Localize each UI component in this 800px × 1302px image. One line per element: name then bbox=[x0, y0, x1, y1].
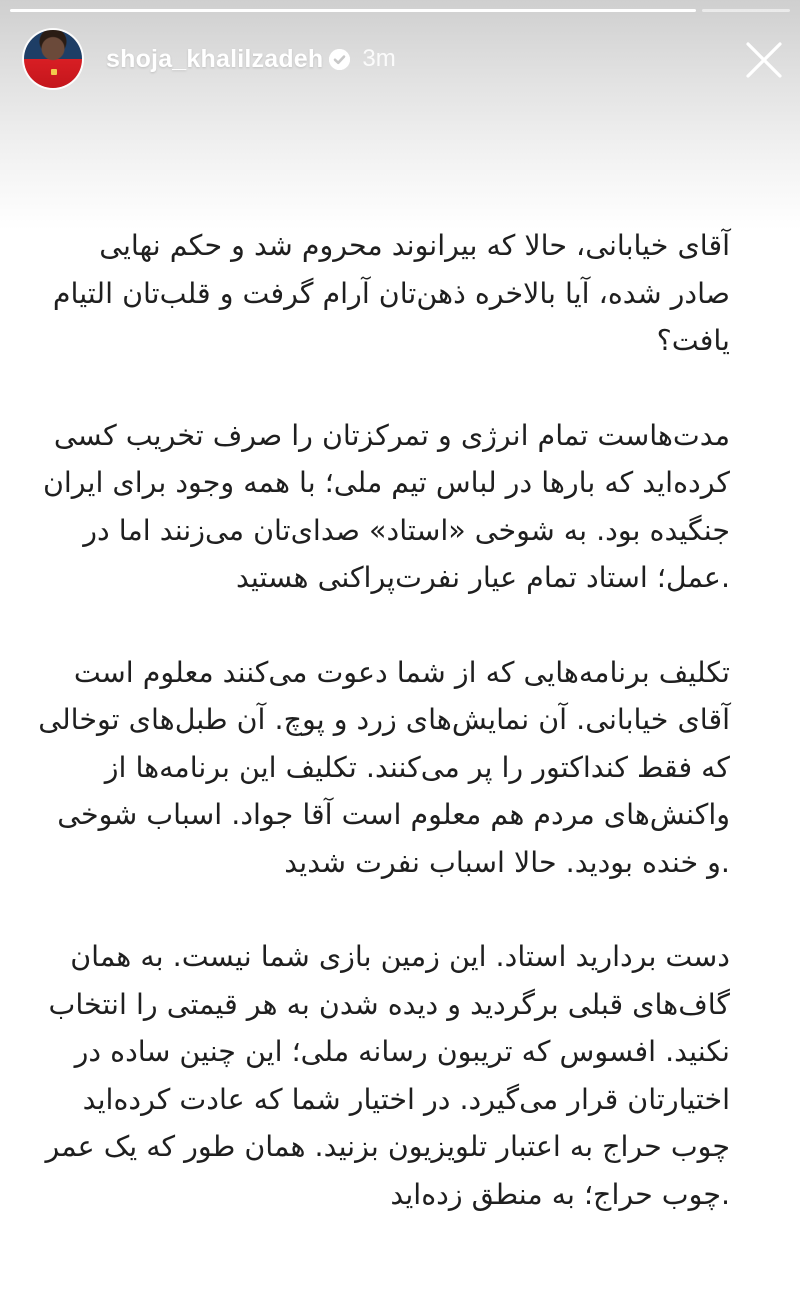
caption-paragraph bbox=[52, 222, 730, 365]
progress-fill bbox=[10, 9, 696, 12]
post-time: 3m bbox=[362, 45, 396, 72]
story-progress-bar bbox=[10, 9, 790, 12]
caption-line: چوب حراج به اعتبار تلویزیون بزنید. همان طور که یک عمر bbox=[45, 1130, 730, 1163]
caption-paragraph bbox=[45, 933, 730, 1218]
caption-line: واکنش‌های مردم هم معلوم است آقا جواد. اسباب شوخی bbox=[57, 798, 730, 831]
caption-line: .عمل؛ استاد تمام عیار نفرت‌پراکنی هستید bbox=[235, 561, 730, 594]
username[interactable]: shoja_khalilzadeh bbox=[106, 44, 324, 73]
caption-line: کرده‌اید که بارها در لباس تیم ملی؛ با همه وجود برای ایران bbox=[42, 466, 730, 499]
caption-line: جنگیده بود. به شوخی «استاد» صدای‌تان می‌زنند اما در bbox=[83, 513, 730, 547]
caption-line: که فقط کنداکتور را پر می‌کنند. تکلیف این برنامه‌ها از bbox=[104, 750, 730, 784]
caption-line: گاف‌های قبلی برگردید و دیده شدن به هر قیمتی را انتخاب bbox=[48, 987, 730, 1021]
caption-line: .و خنده بودید. حالا اسباب نفرت شدید bbox=[284, 845, 730, 879]
captain-armband bbox=[51, 69, 57, 75]
verified-badge-icon bbox=[329, 49, 350, 70]
caption-line: تکلیف برنامه‌هایی که از شما دعوت می‌کنند معلوم است bbox=[73, 655, 730, 689]
caption-line: اختیارتان قرار می‌گیرد. در اختیار شما که عادت کرده‌اید bbox=[82, 1082, 730, 1116]
caption-paragraph bbox=[38, 649, 730, 887]
caption-line: آقای خیابانی. آن نمایش‌های زرد و پوچ. آن طبل‌های توخالی bbox=[38, 703, 730, 736]
story-caption bbox=[38, 222, 730, 1265]
caption-line: صادر شده، آیا بالاخره ذهن‌تان آرام گرفت و قلب‌تان التیام bbox=[52, 276, 730, 310]
caption-line: .چوب حراج؛ به منطق زده‌اید bbox=[390, 1177, 730, 1211]
progress-segment bbox=[10, 9, 696, 12]
caption-paragraph bbox=[42, 412, 730, 602]
caption-line: آقای خیابانی، حالا که بیرانوند محروم شد و حکم نهایی bbox=[99, 229, 730, 262]
close-icon bbox=[744, 40, 784, 80]
progress-segment bbox=[702, 9, 790, 12]
close-button[interactable] bbox=[742, 38, 786, 82]
caption-line: نکنید. افسوس که تریبون رسانه ملی؛ این چنین ساده در bbox=[74, 1035, 730, 1068]
caption-line: یافت؟ bbox=[656, 324, 730, 357]
profile-avatar[interactable] bbox=[24, 30, 82, 88]
caption-line: دست بردارید استاد. این زمین بازی شما نیست. به همان bbox=[70, 940, 730, 973]
caption-line: مدت‌هاست تمام انرژی و تمرکزتان را صرف تخریب کسی bbox=[53, 418, 730, 452]
story-header bbox=[24, 30, 396, 88]
